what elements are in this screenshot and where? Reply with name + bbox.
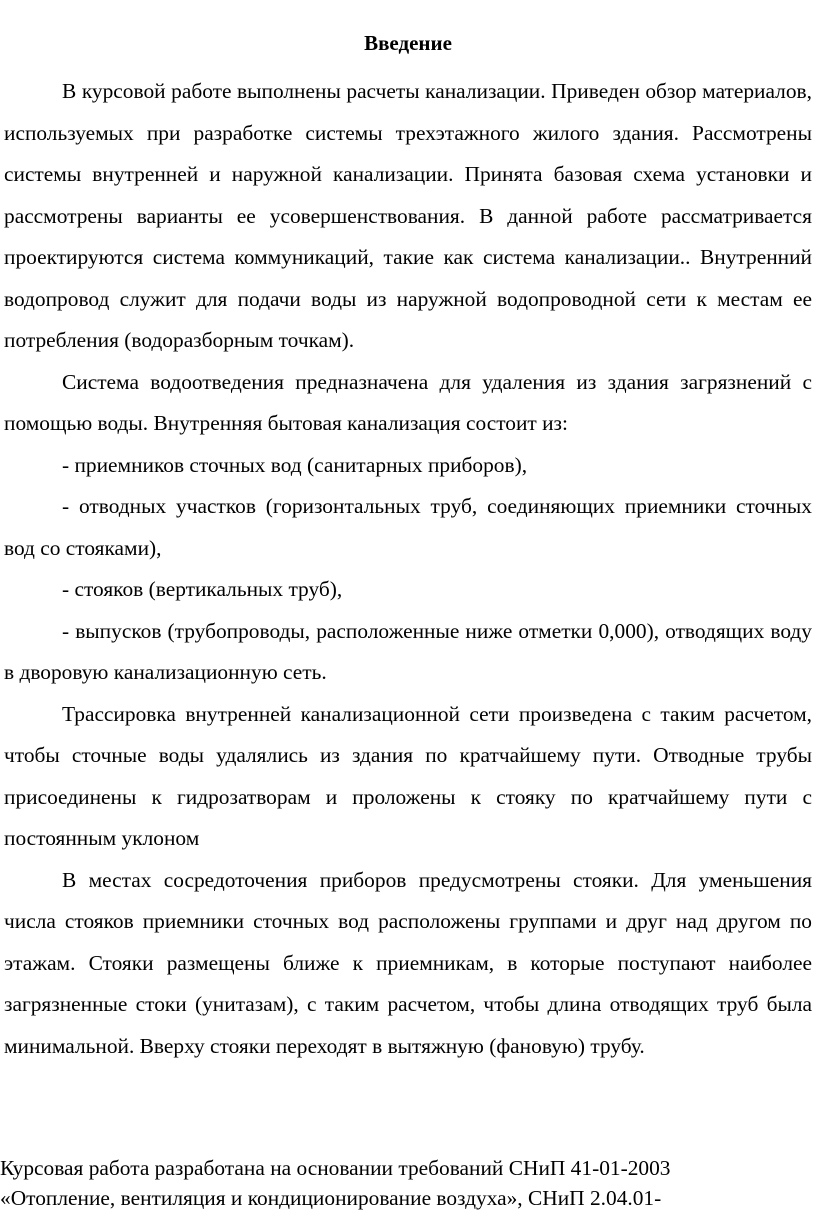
paragraph-risers: В местах сосредоточения приборов предусмотрены стояки. Для уменьшения числа стояков приемники сточных вод расположены группами и друг над другом по этажам. Стояки размещены ближе к приемникам, в которые поступают наиболее загрязненные стоки (унитазам), с таким расчетом, чтобы длина отводящих труб была минимальной. Вверху стояки переходят в вытяжную (фановую) трубу. — [4, 867, 812, 1058]
footer-line: «Отопление, вентиляция и кондиционирование воздуха», СНиП 2.04.01- — [0, 1186, 662, 1210]
paragraph-intro: В курсовой работе выполнены расчеты канализации. Приведен обзор материалов, используемых при разработке системы трехэтажного жилого здания. Рассмотрены системы внутренней и наружной канализации. Принята базовая схема установки и рассмотрены варианты ее усовершенствования. В данной работе рассматривается проектируются система коммуникаций, такие как система канализации.. Внутренний водопровод служит для подачи воды из наружной водопроводной сети к местам ее потребления (водоразборным точкам). — [4, 79, 812, 352]
list-item-outlets: - выпусков (трубопроводы, расположенные ниже отметки 0,000), отводящих воду в дворовую канализационную сеть. — [4, 618, 812, 684]
footer-text — [0, 1153, 816, 1213]
page-title: Введение — [364, 31, 452, 55]
footer-line: Курсовая работа разработана на основании требований СНиП 41-01-2003 — [0, 1156, 671, 1180]
paragraph-routing: Трассировка внутренней канализационной сети произведена с таким расчетом, чтобы сточные воды удалялись из здания по кратчайшему пути. Отводные трубы присоединены к гидрозатворам и проложены к стояку по кратчайшему пути с постоянным уклоном — [4, 701, 812, 850]
paragraph-drainage-system: Система водоотведения предназначена для удаления из здания загрязнений с помощью воды. Внутренняя бытовая канализация состоит из: — [4, 369, 812, 435]
list-item-risers: - стояков (вертикальных труб), — [62, 577, 343, 601]
list-item-branch-pipes: - отводных участков (горизонтальных труб, соединяющих приемники сточных вод со стояками), — [4, 494, 812, 560]
list-item-receivers: - приемников сточных вод (санитарных приборов), — [62, 452, 528, 477]
document-body — [4, 71, 812, 1067]
